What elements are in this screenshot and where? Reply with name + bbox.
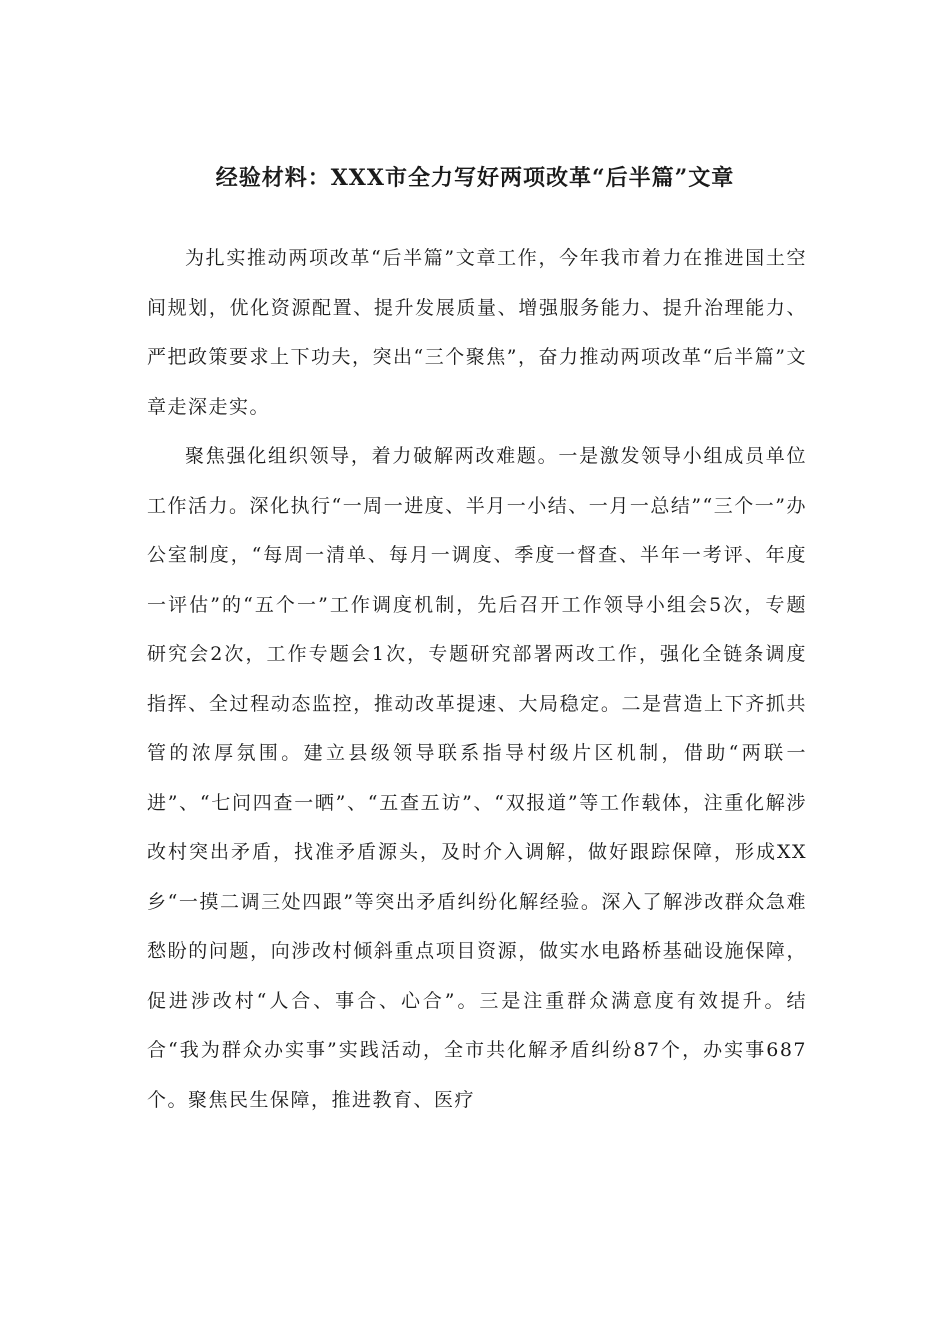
body-paragraph: 聚焦强化组织领导，着力破解两改难题。一是激发领导小组成员单位工作活力。深化执行“一周一进度、半月一小结、一月一总结”“三个一”办公室制度，“每周一清单、每月一调度、季度一督查、半年一考评、年度一评估”的“五个一”工作调度机制，先后召开工作领导小组会5次，专题研究会2次，工作专题会1次，专题研究部署两改工作，强化全链条调度指挥、全过程动态监控，推动改革提速、大局稳定。二是营造上下齐抓共管的浓厚氛围。建立县级领导联系指导村级片区机制，借助“两联一进”、“七问四查一晒”、“五查五访”、“双报道”等工作载体，注重化解涉改村突出矛盾，找准矛盾源头，及时介入调解，做好跟踪保障，形成XX乡“一摸二调三处四跟”等突出矛盾纠纷化解经验。深入了解涉改群众急难愁盼的问题，向涉改村倾斜重点项目资源，做实水电路桥基础设施保障，促进涉改村“人合、事合、心合”。三是注重群众满意度有效提升。结合“我为群众办实事”实践活动，全市共化解矛盾纠纷87个，办实事687个。聚焦民生保障，推进教育、医疗 — [147, 445, 807, 1111]
intro-paragraph: 为扎实推动两项改革“后半篇”文章工作，今年我市着力在推进国土空间规划，优化资源配置、提升发展质量、增强服务能力、提升治理能力、严把政策要求上下功夫，突出“三个聚焦”，奋力推动两项改革“后半篇”文章走深走实。 — [147, 247, 807, 418]
document-body — [147, 234, 807, 1125]
document-title: 经验材料：XXX市全力写好两项改革“后半篇”文章 — [215, 165, 735, 191]
